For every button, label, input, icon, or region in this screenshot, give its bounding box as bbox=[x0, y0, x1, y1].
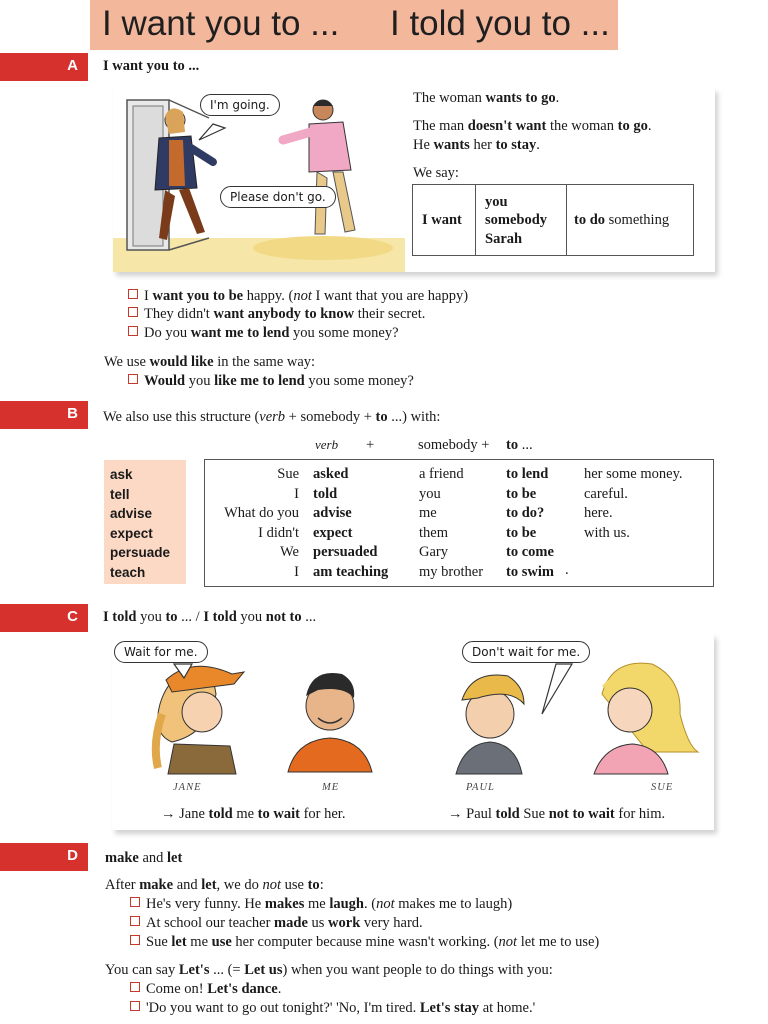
verb-list bbox=[110, 465, 170, 582]
table-b-subject: I bbox=[294, 563, 299, 580]
unit-title-band bbox=[90, 0, 618, 50]
caption-paul: PAUL bbox=[466, 782, 495, 793]
example-d-3: Sue let me use her computer because mine wasn't working. (not let me to use) bbox=[130, 933, 599, 951]
table-b-verb: am teaching bbox=[313, 563, 389, 580]
caption-sue: SUE bbox=[651, 782, 674, 793]
table-b-rest-last: . bbox=[565, 562, 569, 578]
section-d-bar bbox=[0, 843, 88, 871]
example-d-2: At school our teacher made us work very hard. bbox=[130, 914, 423, 932]
section-c-heading: I told you to ... / I told you not to ... bbox=[103, 609, 317, 625]
would-like-note: We use would like in the same way: bbox=[104, 354, 316, 370]
table-b-subject: We bbox=[280, 544, 299, 560]
table-b-verb: expect bbox=[313, 524, 353, 541]
table-a-col3: to do something bbox=[574, 212, 670, 228]
table-b-to: to do? bbox=[506, 505, 545, 521]
a-sentence-3: He wants her to stay. bbox=[413, 137, 540, 153]
table-b-object: a friend bbox=[419, 466, 464, 482]
section-c-bar bbox=[0, 604, 88, 632]
lets-note: You can say Let's ... (= Let us) when you want people to do things with you: bbox=[105, 962, 553, 978]
table-b-rests bbox=[584, 465, 683, 543]
table-a-col2-item: Sarah bbox=[485, 231, 523, 247]
table-b-subject: I didn't bbox=[258, 524, 299, 541]
verb-item: expect bbox=[110, 525, 153, 541]
verb-item: ask bbox=[110, 467, 133, 482]
table-b-verb: told bbox=[313, 485, 338, 502]
bubble-dont-wait-for-me: Don't wait for me. bbox=[462, 641, 590, 663]
table-a-col1: I want bbox=[422, 212, 462, 228]
caption-sentence-jane: → Jane told me to wait for her. bbox=[161, 806, 346, 822]
table-b-to: to come bbox=[506, 544, 554, 560]
table-a-col2-item: somebody bbox=[485, 212, 548, 228]
d-intro: After make and let, we do not use to: bbox=[105, 877, 324, 893]
a-sentence-2: The man doesn't want the woman to go. bbox=[413, 118, 652, 134]
header-somebody: somebody + bbox=[418, 437, 490, 453]
table-b-verb: asked bbox=[313, 466, 349, 482]
section-d-heading: make and let bbox=[105, 850, 183, 866]
table-a-col2-item: you bbox=[485, 194, 508, 210]
bubble-please-dont-go: Please don't go. bbox=[220, 186, 336, 208]
header-to: to ... bbox=[506, 437, 533, 453]
table-b-rest: with us. bbox=[584, 524, 630, 541]
section-b-bar bbox=[0, 401, 88, 429]
caption-jane: JANE bbox=[173, 782, 202, 793]
table-b-subjects bbox=[204, 465, 299, 582]
table-b-subject: I bbox=[294, 485, 299, 502]
table-b-object: Gary bbox=[419, 544, 448, 560]
example-d-1: He's very funny. He makes me laugh. (not makes me to laugh) bbox=[130, 895, 512, 913]
table-b-rest: here. bbox=[584, 505, 613, 521]
caption-sentence-paul: → Paul told Sue not to wait for him. bbox=[448, 806, 666, 822]
bubble-im-going: I'm going. bbox=[200, 94, 280, 116]
caption-me: ME bbox=[322, 782, 340, 793]
table-b-to: to lend bbox=[506, 466, 549, 482]
table-b-objects bbox=[419, 465, 483, 582]
table-b-to: to be bbox=[506, 524, 537, 541]
example-a-1: I want you to be happy. (not I want that you are happy) bbox=[128, 287, 468, 305]
section-a-letter: A bbox=[67, 57, 78, 74]
table-b-rest: her some money. bbox=[584, 466, 683, 482]
table-b-verb: advise bbox=[313, 505, 352, 521]
table-b-to: to swim bbox=[506, 563, 554, 580]
section-b-letter: B bbox=[67, 405, 78, 422]
arrow-icon: → bbox=[448, 806, 463, 822]
section-a-bar bbox=[0, 53, 88, 81]
unit-title-left: I want you to ... bbox=[102, 4, 340, 43]
example-a-4: Would you like me to lend you some money? bbox=[128, 372, 414, 390]
verb-item: persuade bbox=[110, 545, 171, 560]
table-b-subject: Sue bbox=[277, 466, 299, 482]
table-b-object: them bbox=[419, 524, 448, 541]
example-d-4: Come on! Let's dance. bbox=[130, 980, 281, 998]
a-sentence-1: The woman wants to go. bbox=[413, 90, 560, 106]
example-d-5: 'Do you want to go out tonight?' 'No, I'm tired. Let's stay at home.' bbox=[130, 999, 535, 1017]
verb-item: tell bbox=[110, 486, 130, 502]
table-b-subject: What do you bbox=[224, 505, 299, 521]
table-a bbox=[412, 184, 694, 256]
header-verb: verb bbox=[315, 437, 339, 452]
header-plus: + bbox=[366, 437, 375, 453]
table-b-tos bbox=[506, 465, 554, 582]
table-b-object: my brother bbox=[419, 563, 484, 580]
verb-item: teach bbox=[110, 564, 146, 580]
arrow-icon: → bbox=[161, 806, 176, 822]
table-b-to: to be bbox=[506, 485, 537, 502]
table-b-object: you bbox=[419, 485, 441, 502]
section-b-intro: We also use this structure (verb + somebody + to ...) with: bbox=[103, 409, 441, 425]
table-b-verbs bbox=[313, 465, 388, 582]
example-a-2: They didn't want anybody to know their secret. bbox=[128, 305, 425, 323]
a-we-say: We say: bbox=[413, 165, 459, 181]
section-d-letter: D bbox=[67, 847, 78, 864]
bubble-wait-for-me: Wait for me. bbox=[114, 641, 208, 663]
table-b-verb: persuaded bbox=[313, 544, 378, 560]
verb-item: advise bbox=[110, 506, 153, 521]
table-b-rest: careful. bbox=[584, 485, 628, 502]
table-b-object: me bbox=[419, 505, 437, 521]
section-c-letter: C bbox=[67, 608, 78, 625]
unit-title-right: I told you to ... bbox=[390, 4, 610, 43]
section-a-heading: I want you to ... bbox=[103, 58, 200, 74]
example-a-3: Do you want me to lend you some money? bbox=[128, 324, 399, 342]
